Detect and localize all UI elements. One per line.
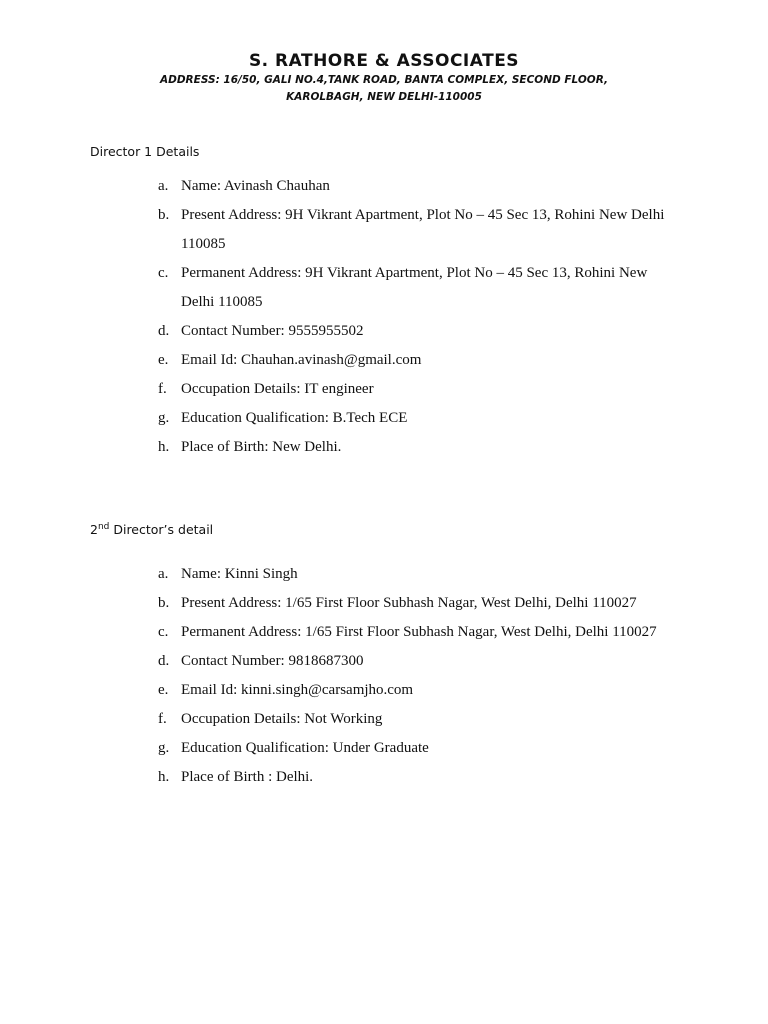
heading-ordinal-suffix: nd [97,522,110,532]
item-text: Present Address: 1/65 First Floor Subhash Nagar, West Delhi, Delhi 110027 [181,595,637,611]
heading-ordinal: 2 [90,522,98,538]
item-text: Education Qualification: Under Graduate [181,740,429,756]
list-item [158,676,671,705]
list-item [158,705,671,734]
item-letter: f. [158,381,167,397]
item-text: Occupation Details: IT engineer [181,381,374,397]
list-item [158,647,671,676]
item-letter: b. [158,595,170,611]
item-text: Present Address: 9H Vikrant Apartment, Plot No – 45 Sec 13, Rohini New Delhi 110085 [181,207,665,252]
letterhead [0,50,768,106]
item-letter: h. [158,439,170,455]
item-text: Email Id: kinni.singh@carsamjho.com [181,682,414,698]
list-item [158,618,671,647]
firm-address-line-2: KAROLBAGH, NEW DELHI-110005 [286,91,482,103]
item-text: Contact Number: 9555955502 [181,323,364,339]
firm-address-line-1: ADDRESS: 16/50, GALI NO.4,TANK ROAD, BANTA COMPLEX, SECOND FLOOR, [160,74,608,86]
item-letter: g. [158,410,170,426]
item-letter: b. [158,207,170,223]
item-text: Place of Birth: New Delhi. [181,439,342,455]
item-text: Permanent Address: 9H Vikrant Apartment, Plot No – 45 Sec 13, Rohini New Delhi 110085 [181,265,648,310]
director-2-details-list [158,560,671,792]
item-letter: h. [158,769,170,785]
item-text: Name: Kinni Singh [181,566,298,582]
item-text: Email Id: Chauhan.avinash@gmail.com [181,352,422,368]
firm-name: S. RATHORE & ASSOCIATES [248,51,520,71]
item-letter: a. [158,566,169,582]
list-item [158,404,671,433]
list-item [158,375,671,404]
item-text: Occupation Details: Not Working [181,711,383,727]
item-letter: e. [158,682,169,698]
list-item [158,172,671,201]
item-letter: d. [158,323,170,339]
item-letter: a. [158,178,169,194]
item-text: Education Qualification: B.Tech ECE [181,410,408,426]
list-item [158,589,671,618]
item-text: Name: Avinash Chauhan [181,178,330,194]
director-2-heading [90,522,213,537]
list-item [158,346,671,375]
item-letter: c. [158,624,169,640]
director-1-details-list [158,172,671,462]
director-1-heading: Director 1 Details [90,144,200,159]
item-letter: c. [158,265,169,281]
list-item [158,201,671,259]
item-letter: e. [158,352,169,368]
list-item [158,734,671,763]
item-letter: f. [158,711,167,727]
list-item [158,317,671,346]
list-item [158,560,671,589]
list-item [158,763,671,792]
list-item [158,433,671,462]
list-item [158,259,671,317]
heading-text: Director’s detail [109,522,214,538]
item-letter: g. [158,740,170,756]
item-text: Place of Birth : Delhi. [181,769,314,785]
item-text: Contact Number: 9818687300 [181,653,364,669]
item-text: Permanent Address: 1/65 First Floor Subhash Nagar, West Delhi, Delhi 110027 [181,624,657,640]
item-letter: d. [158,653,170,669]
